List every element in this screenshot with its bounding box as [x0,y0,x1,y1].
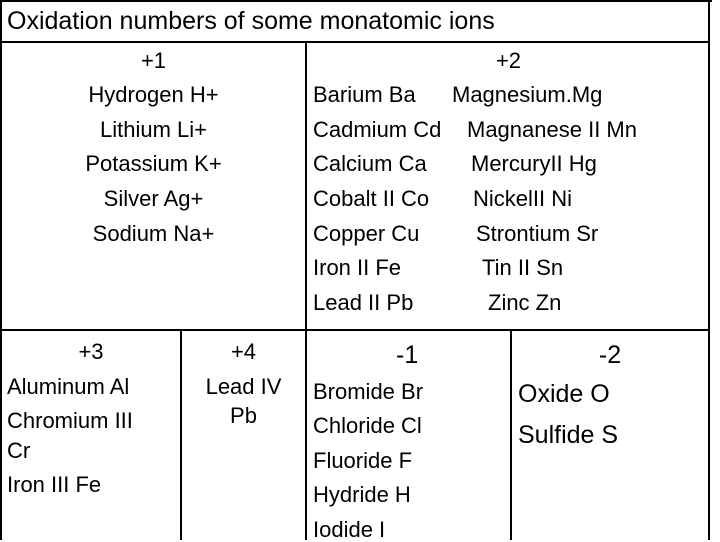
minus1-item: Chloride Cl [313,413,422,438]
plus2-header: +2 [495,48,522,73]
plus2-right-item: Zinc Zn [488,290,562,315]
minus2-item: Oxide O [518,380,610,408]
plus2-right-item: Tin II Sn [482,255,564,280]
border-top [0,0,712,2]
plus1-item: Sodium Na+ [92,221,215,246]
plus4-header: +4 [230,339,257,364]
minus1-item: Fluoride F [313,448,413,473]
plus3-header: +3 [78,339,104,364]
minus2-item: Sulfide S [518,421,619,449]
plus2-left-item: Copper Cu [313,221,420,246]
plus2-left-item: Cobalt II Co [313,186,430,211]
plus2-left-item: Iron II Fe [313,255,402,280]
plus2-left-item: Barium Ba [313,82,416,107]
border-left [0,0,2,540]
plus1-item: Hydrogen H+ [88,82,219,107]
plus2-left-item: Calcium Ca [313,151,427,176]
border-right [708,0,710,540]
plus1-item: Potassium K+ [85,151,222,176]
minus1-item: Iodide I [313,517,386,542]
plus2-left-item: Cadmium Cd [313,117,442,142]
plus3-item: Iron III Fe [7,472,102,497]
plus1-header: +1 [140,48,167,73]
plus2-right-item: Magnanese II Mn [467,117,637,142]
plus2-right-item: Strontium Sr [476,221,599,246]
plus1-item: Lithium Li+ [99,117,207,142]
plus3-item: Chromium III [7,408,133,433]
col-divider-main [305,41,307,540]
plus3-item: Cr [7,438,31,463]
plus2-left-item: Lead II Pb [313,290,414,315]
title-divider [0,41,710,43]
page-title: Oxidation numbers of some monatomic ions [7,7,495,35]
plus2-right-item: NickelII Ni [473,186,573,211]
plus4-item: Pb [230,403,257,428]
plus2-right-item: Magnesium.Mg [452,82,603,107]
plus4-item: Lead IV [205,374,282,399]
row-divider [0,329,710,331]
plus3-item: Aluminum Al [7,374,130,399]
minus1-header: -1 [396,341,419,369]
minus1-item: Hydride H [313,482,411,507]
plus1-item: Silver Ag+ [103,186,204,211]
minus1-item: Bromide Br [313,379,424,404]
plus2-right-item: MercuryII Hg [471,151,597,176]
minus2-header: -2 [598,341,622,369]
